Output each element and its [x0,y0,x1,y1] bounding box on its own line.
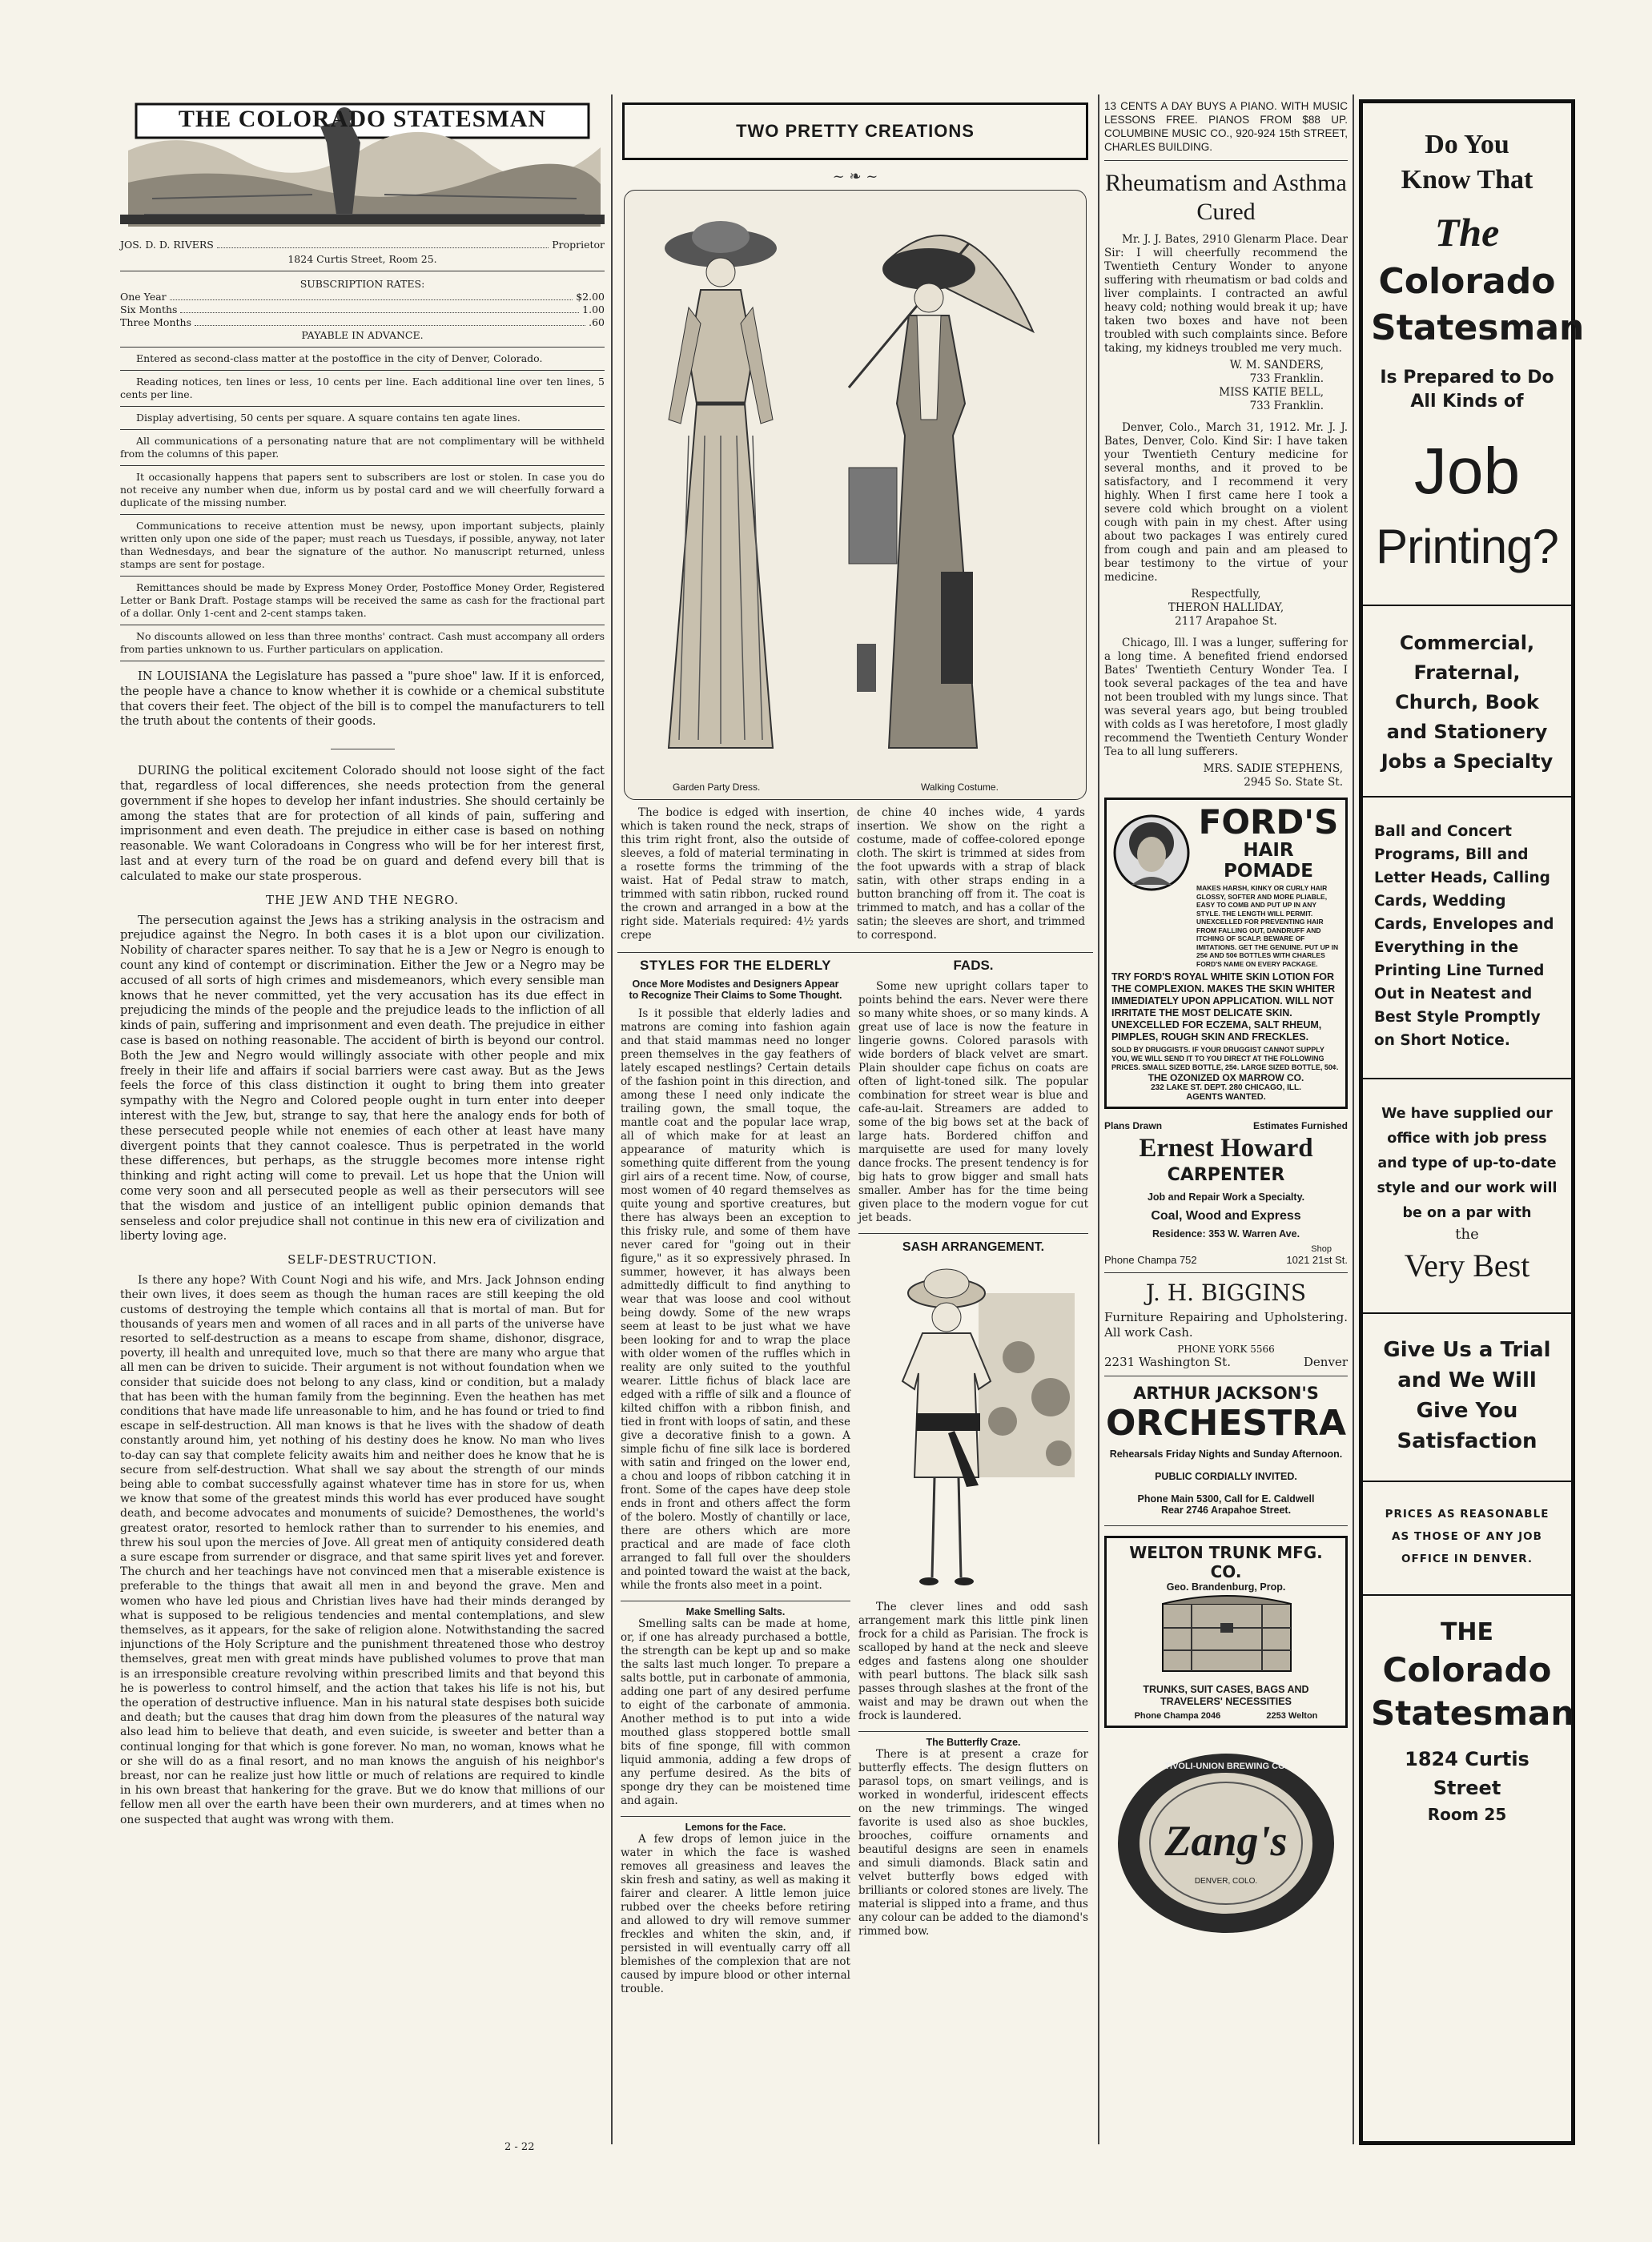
fashion-title-box [622,102,1088,160]
column-rule [611,94,613,2144]
ad-prepared: Is Prepared to Do [1380,368,1554,388]
notice: Reading notices, ten lines or less, 10 cents per line. Each additional line over ten lines, 5 cents per line. [120,376,605,400]
jackson-ad [1104,1383,1348,1516]
notice: Entered as second-class matter at the postoffice in the city of Denver, Colorado. [136,352,543,364]
masthead-address: 1824 Curtis Street, Room 25. [287,253,437,265]
butterfly-text: There is at present a craze for butterfly effects. The design flutters on parasol tops, on smart veilings, and is worked in wonderful, iridescent effects on the new trimmings. The winged favorite is used also as shoe buckles, brooches, coiffure ornaments and beautiful designs are seen in enamels and simuli diamonds. Black satin and velvet butterfly bows edged with brilliants or colored stones are lively. The material is slipped into a frame, and thus any colour can be added to the diamond's rimmed bow. [858,1748,1088,1938]
jackson-rehearsals: Rehearsals Friday Nights and Sunday Afternoon. [1109,1448,1343,1460]
salts-heading: Make Smelling Salts. [685,1606,786,1617]
ad-know-that: Know That [1401,165,1533,195]
notice: It occasionally happens that papers sent to subscribers are lost or stolen. In case you do not receive any number when due, inform us by postal card and we will cheerfully forward a duplicate of the missing number. [120,471,605,508]
signature: THERON HALLIDAY, [1168,601,1284,614]
jackson-name: ARTHUR JACKSON'S [1133,1384,1319,1403]
howard-plans: Plans Drawn [1104,1120,1163,1131]
lemons-heading: Lemons for the Face. [685,1822,786,1833]
lemons-text: A few drops of lemon juice in the water in which the face is washed removes all greasiness and leaves the skin fresh and satiny, as well as making it fairer and clearer. A little lemon juice rubbed over the cheeks before retiring and allowed to dry will remove summer freckles and whiten the skin, and, if persisted in will eventually carry off all blemishes of the complexion that are not caused by impure blood or other internal trouble. [621,1833,850,1995]
notice: No discounts allowed on less than three months' contract. Cash must accompany all orders from parties unknown to us. Further particulars on application. [120,630,605,655]
fords-white-lotion: TRY FORD'S ROYAL WHITE SKIN LOTION FOR THE COMPLEXION. MAKES THE SKIN WHITER IMMEDIATELY UPON APPLICATION. WILL NOT IRRITATE THE MOST DELICATE SKIN. UNEXCELLED FOR ECZEMA, SALT RHEUM, PIMPLES, ROUGH SKIN AND FRECKLES. [1111,971,1336,1043]
editorial-column [120,94,605,2153]
ad-all-kinds: All Kinds of [1410,392,1524,412]
editorial-jew-negro: The persecution against the Jews has a striking analysis in the ostracism and prejudice against the Negro. In both cases it is a blot upon our civilization. Nobility of character spares neither. To say that he is a Jew or Negro is enough to count any kind of contempt or discrimination. Either the Jew or a Negro may be accused of all sorts of high crimes and misdemeanors, which every sensible man knows that he never committed, yet the very accusation has its due effect in prejudicing the minds of the people and the prejudice leads to the infliction of all kinds of pain, suffering and imprisonment and even death. The prejudice in either case is based on nothing reasonable. The accident of birth is beyond our control. Both the Jew and Negro would willingly associate with other people and mix freely in their life and affairs if social barriers were cast away. But as the Jews feels the force of this class distinction it ought to bring them into greater sympathy with the Negro and Colored people ought in turn enter into deeper interest with the Jew, but, strange to say, that here the analogy ends for both of these persecuted people while not enemies of each other at least have many divergent points that they cannot coalesce. Thus is perpetrated in the world these differences, but perhaps, as the struggle becomes more intense right thinking and right acting will come to prevail. Let us hope that the Union will come very soon and all persecuted people as well as their persecutors will see that the wisdom and justice of an intelligent public opinion demands that senseless and color prejudice shall not continue in this new era of civilization and liberty loving age. [120,914,605,1244]
welton-goods: TRUNKS, SUIT CASES, BAGS AND TRAVELERS' NECESSITIES [1143,1684,1309,1707]
biggins-ad [1104,1280,1348,1369]
ad-the-2: THE [1440,1618,1494,1646]
howard-shop: 1021 21st St. [1286,1254,1348,1266]
notice: Communications to receive attention must be newsy, upon important subjects, plainly written only upon one side of the paper; must reach us Tuesdays, if possible, anyway, not later than Wednesdays, and bear the signature of the author. No manuscript returned, unless stamps are sent for postage. [120,520,605,570]
ads-column [1104,94,1348,1947]
ad-colorado-2: Colorado [1382,1650,1552,1690]
ad-the: The [1434,210,1500,255]
signature: Respectfully, [1191,588,1261,601]
signature: 2945 So. State St. [1244,776,1343,789]
ad-address: 1824 Curtis Street [1405,1748,1529,1799]
howard-estimates: Estimates Furnished [1252,1120,1348,1131]
ad-supplied: We have supplied our office with job press and type of up-to-date style and our work will be on a par with [1377,1106,1558,1221]
fashion-text-left: The bodice is edged with insertion, which is taken round the neck, straps of this trim right front, also the outside of sleeves, a fold of material terminating in a rosette forms the trimming of the waist. Hat of Pedal straw to match, trimmed with satin ribbon, rucked round the crown and arranged in a bow at the right side. Materials required: 4½ yards crepe [621,806,849,942]
fords-company: THE OZONIZED OX MARROW CO. [1148,1072,1304,1083]
rheumatism-letter-2: Denver, Colo., March 31, 1912. Mr. J. J. Bates, Denver, Colo. Kind Sir: I have taken your Twentieth Century medicine for several months, and it proved to be satisfactory, and I recommend it very highly. When I first came here I took a severe cold which brought on a violent cough with pain in my chest. After using about two packages I was entirely cured from cough and pain and am pleased to bear testimony to the virtue of your medicine. [1104,421,1348,584]
brewery-city: DENVER, COLO. [1194,1877,1258,1886]
fads-heading: FADS. [953,958,994,973]
masthead [120,94,605,231]
biggins-name: J. H. BIGGINS [1145,1280,1307,1306]
column-rule [1098,94,1099,2144]
fords-order: SOLD BY DRUGGISTS. IF YOUR DRUGGIST CANNOT SUPPLY YOU, WE WILL SEND IT TO YOU DIRECT AT THE FOLLOWING PRICES. SMALL SIZED BOTTLE, 25¢. LARGE SIZED BOTTLE, 50¢. [1111,1046,1339,1071]
howard-residence: Residence: 353 W. Warren Ave. [1152,1228,1300,1240]
brewery-name: Zang's [1164,1817,1288,1865]
ad-commercial: Commercial, Fraternal, Church, Book and Stationery Jobs a Specialty [1381,632,1554,773]
fords-pomade-ad [1104,798,1348,1109]
rheumatism-letter-3: Chicago, Ill. I was a lunger, suffering for a long time. A benefited friend endorsed Bates' Twentieth Century Wonder Tea. I took several packages of the tea and have not been troubled with my lungs since. That was several years ago, but being troubled with colds as I was heretofore, I most gladly recommend the Twentieth Century Wonder Tea to all lung sufferers. [1104,637,1348,758]
rheumatism-letter-1: Mr. J. J. Bates, 2910 Glenarm Place. Dear Sir: I will cheerfully recommend the Twentieth Century Wonder to anyone suffering with rheumatism or bad colds and liver complaints. I contracted an awful heavy cold; nothing would break it up; have taken two boxes and have not been troubled with such complaints since. Before taking, my kidneys troubled me very much. [1104,233,1348,355]
ad-statesman: Statesman [1371,307,1585,348]
rate-row: Three Months .60 [120,316,605,328]
fads-text: Some new upright collars taper to points behind the ears. Never were there so many white shoes, or so many kinds. A great use of lace is now the feature in lingerie gowns. Colored parasols with wide borders of black velvet are smart. Plain shoulder cape fichus on coats are often of light-toned silk. The popular combination for street wear is blue and cafe-au-lait. Streamers are added to some of the big bows set at the back of large hats. Bordered chiffon and marquisette are used for many lovely dance frocks. The present tendency is for big hats to grow bigger and small hats smaller. Amber has for the time being given place to the modern vogue for cut jet beads. [858,980,1088,1224]
signature: MRS. SADIE STEPHENS, [1203,762,1343,775]
rheumatism-title: Rheumatism and Asthma Cured [1105,170,1347,225]
sash-text: The clever lines and odd sash arrangement mark this little pink linen frock for a child as Parisian. The frock is scalloped by hand at the neck and sleeve edges and fastens along one shoulder with pearl buttons. The black silk sash passes through slashes at the front of the waist and may be drawn out when the frock is laundered. [858,1601,1088,1722]
fashion-text-right: de chine 40 inches wide, 4 yards insertion. We show on the right a costume, made of coffee-colored eponge cloth. The skirt is trimmed at sides from the foot upwards with a strap of black satin, with other straps ending in a button branching off from it. The coat is trimmed to match, and has a collar of the satin; the sleeves are short, and trimmed to correspond. [857,806,1085,942]
howard-ad [1104,1120,1348,1266]
welton-proprietor: Geo. Brandenburg, Prop. [1166,1581,1286,1593]
fashion-illustration [625,195,1086,788]
fashion-plate [624,190,1087,800]
howard-job: Job and Repair Work a Specialty. [1147,1191,1305,1203]
masthead-title: THE COLORADO STATESMAN [178,106,547,132]
portrait-illustration [1111,805,1192,901]
subscription-heading: SUBSCRIPTION RATES: [299,278,425,290]
jackson-phone: Phone Main 5300, Call for E. Caldwell [1137,1493,1315,1505]
editorial-political: DURING the political excitement Colorado should not loose sight of the fact that, regardless of local differences, she needs protection from the general government if she hopes to develop her infant industries. She should certainly be among the states that are for protection of all kinds of pain, suffering and imprisonment and even death. The prejudice in either case is based on nothing reasonable. We want Coloradoans in Congress who will be for her interest first, last and at every turn of the road be on guard and defend every bill that is calculated to make our state prosperous. [120,765,605,883]
trunk-illustration [1111,1593,1342,1681]
fords-subtitle: HAIR POMADE [1224,840,1313,882]
salts-text: Smelling salts can be made at home, or, if one has already purchased a bottle, the strength can be kept up and so make the salts last much longer. To prepare a salts bottle, put in carbonate of ammonia, adding one part of any desired perfume to eight of the carbonate of ammonia. Another method is to put into a wide mouthed glass stoppered bottle small bits of fine sponge, fill with common liquid ammonia, adding a few drops of any perfume desired. As the bits of sponge dry they can be moistened time and again. [621,1617,850,1807]
howard-trade: CARPENTER [1167,1165,1285,1185]
caption-garden-party: Garden Party Dress. [673,781,761,793]
jew-negro-heading: THE JEW AND THE NEGRO. [265,892,460,907]
howard-name: Ernest Howard [1139,1134,1313,1163]
sash-illustration [858,1261,1088,1597]
fords-description: MAKES HARSH, KINKY OR CURLY HAIR GLOSSY, SOFTER AND MORE PLIABLE, EASY TO COMB AND PUT UP IN ANY STYLE. THE LENGTH WILL PERMIT. UNEXCELLED FOR PREVENTING HAIR FROM FALLING OUT, DANDRUFF AND ITCHING OF SCALP. BEWARE OF IMITATIONS. GET THE GENUINE. PUT UP IN 25¢ AND 50¢ BOTTLES WITH CHARLES FORD'S NAME ON EVERY PACKAGE. [1196,884,1339,968]
notice: Display advertising, 50 cents per square. A square contains ten agate lines. [136,412,521,424]
fords-title: FORD'S [1198,802,1339,842]
biggins-city: Denver [1303,1355,1348,1369]
fords-address: 232 LAKE ST. DEPT. 280 CHICAGO, ILL. [1151,1083,1301,1092]
biggins-address: 2231 Washington St. [1104,1355,1231,1369]
notices [120,352,605,661]
editorial-louisiana: IN LOUISIANA the Legislature has passed a "pure shoe" law. If it is enforced, the people have a chance to know whether it is cowhide or a chemical substitute that covers their feet. The object of the bill is to compel the manufacturers to tell the truth about the contents of their goods. [120,670,605,729]
howard-shop-label: Shop [1311,1244,1332,1254]
welton-address: 2253 Welton [1266,1711,1318,1721]
publication-number: 2 - 22 [504,2141,535,2153]
self-destruction-heading: SELF-DESTRUCTION. [287,1252,437,1268]
ad-colorado: Colorado [1378,261,1556,302]
ad-room: Room 25 [1427,1805,1507,1824]
proprietor-label: Proprietor [552,239,605,251]
ad-very-best: Very Best [1404,1248,1530,1284]
fashion-title: TWO PRETTY CREATIONS [736,121,975,141]
signature: 733 Franklin. [1249,400,1324,412]
butterfly-heading: The Butterfly Craze. [926,1737,1021,1748]
jackson-rear: Rear 2746 Arapahoe Street. [1160,1505,1292,1516]
rate-row: Six Months 1.00 [120,303,605,315]
editorial-self-destruction: Is there any hope? With Count Nogi and his wife, and Mrs. Jack Johnson ending their own lives, it does seem as though the human races are still keeping the old customs of destroying the temple which contains all that is mortal of man. But for thousands of years men and women of all races and in all parts of the universe have resorted to self-destruction as a means to escape from shame, dishonor, disgrace, poverty, ill health and unrequited love, much so that there are many who argue that all men can be driven to suicide. Their argument is not without foundation when we consider that suicide does not belong to any class, kind or condition, but a malady that has been with the human family from the beginning. Even the heathen has met conditions that have made life unreasonable to him, and he has found or tried to find escape in self-destruction. All man knows is that he lives with the shadow of death constantly around him, yet nothing of his destiny does he know. No man who lives to-day can say that complete felicity awaits him and neither does he know that he is secure from self-destruction. What shall we say about the strength of our minds being able to combat successfully against whatever time has in store for us, when we know that some of the greatest minds this world has ever produced have sought death, and become advocates and monuments of suicide? Demosthenes, the world's greatest orator, resorted to hemlock rather than to surrender to his enemies, and threw his soul upon the mercies of Jove. All great men of antiquity considered death a sure escape from surrender or disgrace, and that same spirit lives yet and forever. The church and her teachings have not convinced men that a miserable existence is preferable to the things that await all men in and beyond the grave. Men and women who have led pious and Christian lives have had their minds deranged by what is supposed to be religious tendencies and mental contemplations, and slew themselves, as it appears, for the sake of religion alone. Notwithstanding the sacred injunctions of the Holy Scripture and the punishment threatened those who destroy themselves, great men with great minds have published volumes to prove that man is an irresponsible creature revolving within prescribed limits and that beyond this he is powerless to control himself, and the action that takes his life is not his, but the operation of destructive influence. Man in his natural state despises both suicide and death; but the causes that drag him down from the pleasures of the natural way also lead him to believe that death, and even suicide, is sweeter and better than a continual longing for that which is gone forever. No man, no woman, knows what he or she will do as a final resort, and no man knows the anguish of his neighbor's breast, nor can he realize just how little or much of relations are required to kindle in his own breast that hankering for the grave. But we do know that millions of our fellow men all over the earth have been their own murderers, and at times when no one suspected that aught was wrong with them. [120,1274,605,1826]
fords-agents: AGENTS WANTED. [1186,1092,1266,1102]
signature: 733 Franklin. [1249,372,1324,385]
ad-ball-concert: Ball and Concert Programs, Bill and Letter Heads, Calling Cards, Wedding Cards, Envelopes and Everything in the Printing Line Turned Out in Neatest and Best Style Promptly on Short Notice. [1374,823,1554,1049]
sash-heading: SASH ARRANGEMENT. [902,1240,1045,1254]
howard-coal: Coal, Wood and Express [1151,1209,1301,1223]
welton-name: WELTON TRUNK MFG. CO. [1129,1543,1323,1581]
brewery-ad [1104,1739,1348,1947]
job-printing-column [1359,99,1585,2145]
fashion-column: TWO PRETTY CREATIONS ~ ❧ ~ Garden Party Dress. Walking Costume. The bodice is edged with insertion, which is taken round the neck, straps of this trim right front, also the outside of sleeves, a fold of material terminating in a rosette forms the trimming of the waist. Hat of Pedal straw to match, trimmed with satin ribbon, rucked round the crown and arranged in a bow at the right side. Materials required: 4½ yards crepe de chine 40 inches wide, 4 yards insertion. We show on the right a costume, made of coffee-colored eponge cloth. The skirt is trimmed at sides from the foot upwards with a strap of black satin, with other straps ending in a button branching off from it. The coat is trimmed to match, and has a collar of the satin; the sleeves are short, and trimmed to correspond. STYLES FOR THE ELDERLY Once More Modistes and Designers Appear to Recognize Their Claims to Some Thought. Is it possible that elderly ladies and matrons are coming into fashion again and that staid mammas need no longer preen themselves in the gay feathers of lately escaped nestlings? Certain details of the fashion point in this direction, and among these I need only indicate the trailing gown, the small toque, the mantle coat and the popular lace wrap, all of which make for at least an appearance of maturity which is something quite different from the young girl airs of a recent time. Now, of course, most women of 40 regard themselves as quite young and sportive creatures, but there has always been an exception to this frisky rule, and some of them have never cared for "going out in their figure," as it so expressively phrased. In summer, however, it has always been admittedly difficult to find anything to wear that was loose and cool without being dowdy. Some of the new wraps seem at least to be just what we have been looking for and to wrap the place with older women of the ruffles which in reality are only suited to the youthful wearer. Little fichus of black lace are edged with a riffle of silk and a flounce of kilted chiffon with a ribbon finish, and tied in front with loops of satin, and these give a decorative finish to a gown. A simple fichu of fine silk lace is bordered with satin and fringed on the lower end, a chou and loops of ribbon catching it in front. Some of the capes have deep stole ends in front and others affect the form of the bolero. Mostly of chantilly or lace, there are others which are more practical and are made of face cloth arranged to fall full over the shoulders and pointed toward the waist at the back, while the fronts also meet in a point. Make Smelling Salts. Smelling salts can be made at home, or, if one has already purchased a bottle, the strength can be kept up and so make the salts last much longer. To prepare a salts bottle, put in carbonate of ammonia, adding one part of any desired perfume to eight of the carbonate of ammonia. Another method is to put into a wide mouthed glass stoppered bottle small bits of fine sponge, fill with common liquid ammonia, adding a few drops of any perfume desired. As the bits of sponge dry they can be moistened time and again. Lemons for the Face. A few drops of lemon juice in the water in which the face is washed removes all greasiness and leaves the skin fresh and satiny, as well as making it fairer and clearer. A little lemon juice rubbed over the cheeks before retiring and allowed to dry will remove summer freckles and whiten the skin, and, if persisted in will eventually carry off all blemishes of the complexion that are not caused by impure blood or other internal trouble. FADS. Some new upright collars taper to points behind the ears. Never were there so many white shoes, or so many kinds. A great use of lace is now the feature in lingerie gowns. Colored parasols with wide borders of black velvet are smart. Plain shoulder cape fichus on coats are often of light-toned silk. The popular combination for street wear is blue and cafe-au-lait. Streamers are added to some of the big bows set at the back of large hats. Bordered chiffon and marquisette are used for many lovely dance frocks. The present tendency is for big hats to grow bigger and small hats smaller. Amber has for the time being given place to the modern vogue for cut jet beads. SASH ARRANGEMENT. The clever lines and odd sash arrangement mark this little pink linen frock for a child as Parisian. The frock is scalloped by hand at the neck and sleeve edges and fastens along one shoulder with pearl buttons. The black silk sash passes through slashes at the front of the waist and may be drawn out when the frock is laundered. The Butterfly Craze. There is at present a craze for butterfly effects. The design flutters on parasol tops, on smart veilings, and is worked in wonderful, iridescent effects on the new trimmings. The winged favorite is used also as shoe buckles, brooches, coiffure ornaments and beautiful designs are seen in enamels and simuli diamonds. Black satin and velvet butterfly bows edged with brilliants or colored stones are lively. The material is slipped into a frame, and thus any colour can be added to the diamond's rimmed bow. [617,94,1093,2004]
brewery-ring-text: TIVOLI-UNION BREWING CO. [1164,1762,1288,1771]
signature: W. M. SANDERS, [1229,359,1324,372]
notice: All communications of a personating nature that are not complimentary will be withheld from the columns of this paper. [120,435,605,460]
payable-note: PAYABLE IN ADVANCE. [301,329,424,341]
jackson-orchestra: ORCHESTRA [1105,1403,1347,1444]
column-rule [1353,94,1354,2144]
ad-job: Job [1413,435,1521,508]
piano-ad: 13 CENTS A DAY BUYS A PIANO. WITH MUSIC LESSONS FREE. PIANOS FROM $88 UP. COLUMBINE MUSIC CO., 920-924 15th STREET, CHARLES BUILDING. [1104,100,1348,153]
signature: MISS KATIE BELL, [1219,386,1324,399]
notice: Remittances should be made by Express Money Order, Postoffice Money Order, Registered Letter or Bank Draft. Postage stamps will be received the same as cash for the fractional part of a dollar. Only 1-cent and 2-cent stamps taken. [120,581,605,619]
biggins-description: Furniture Repairing and Upholstering. All work Cash. [1104,1310,1348,1340]
elderly-text: Is it possible that elderly ladies and matrons are coming into fashion again and that staid mammas need no longer preen themselves in the gay feathers of lately escaped nestlings? Certain details of the fashion point in this direction, and among these I need only indicate the trailing gown, the small toque, the mantle coat and the popular lace wrap, all of which make for at least an appearance of maturity which is something quite different from the young girl airs of a recent time. Now, of course, most women of 40 regard themselves as quite young and sportive creatures, but there has always been an exception to this frisky rule, and some of them have never cared for "going out in their figure," as it so expressively phrased. In summer, however, it has always been admittedly difficult to find anything to wear that was loose and cool without being dowdy. Some of the new wraps seem at least to be just what we have been looking for and to wrap the place with older women of the ruffles which in reality are only suited to the youthful wearer. Little fichus of black lace are edged with a riffle of silk and a flounce of kilted chiffon with a ribbon finish, and tied in front with loops of satin, and these give a decorative finish to a gown. A simple fichu of fine silk lace is bordered with satin and fringed on the lower end, a chou and loops of ribbon catching it in front. Some of the capes have deep stole ends in front and others affect the form of the bolero. Mostly of chantilly or lace, there are others which are more practical and are made of face cloth arranged to fall full over the shoulders and pointed toward the waist at the back, while the fronts also meet in a point. [621,1007,850,1592]
proprietor-name: JOS. D. D. RIVERS [120,239,214,251]
signature: 2117 Arapahoe St. [1175,615,1277,628]
ad-do-you: Do You [1425,130,1509,159]
biggins-phone: PHONE YORK 5566 [1177,1344,1275,1355]
howard-phone: Phone Champa 752 [1104,1254,1197,1266]
welton-phone: Phone Champa 2046 [1134,1711,1221,1721]
jackson-public: PUBLIC CORDIALLY INVITED. [1155,1471,1297,1482]
rate-row: One Year $2.00 [120,291,605,303]
ad-prices: PRICES AS REASONABLE AS THOSE OF ANY JOB OFFICE IN DENVER. [1385,1508,1550,1565]
elderly-heading: STYLES FOR THE ELDERLY [640,958,831,973]
ad-printing: Printing? [1376,520,1558,573]
elderly-subheading: Once More Modistes and Designers Appear to Recognize Their Claims to Some Thought. [629,978,842,1001]
welton-trunk-ad [1104,1536,1348,1728]
ad-statesman-2: Statesman [1371,1694,1575,1733]
caption-walking-costume: Walking Costume. [921,781,999,793]
ad-give-trial: Give Us a Trial and We Will Give You Satisfaction [1383,1338,1551,1453]
ad-the-small: the [1455,1226,1479,1243]
